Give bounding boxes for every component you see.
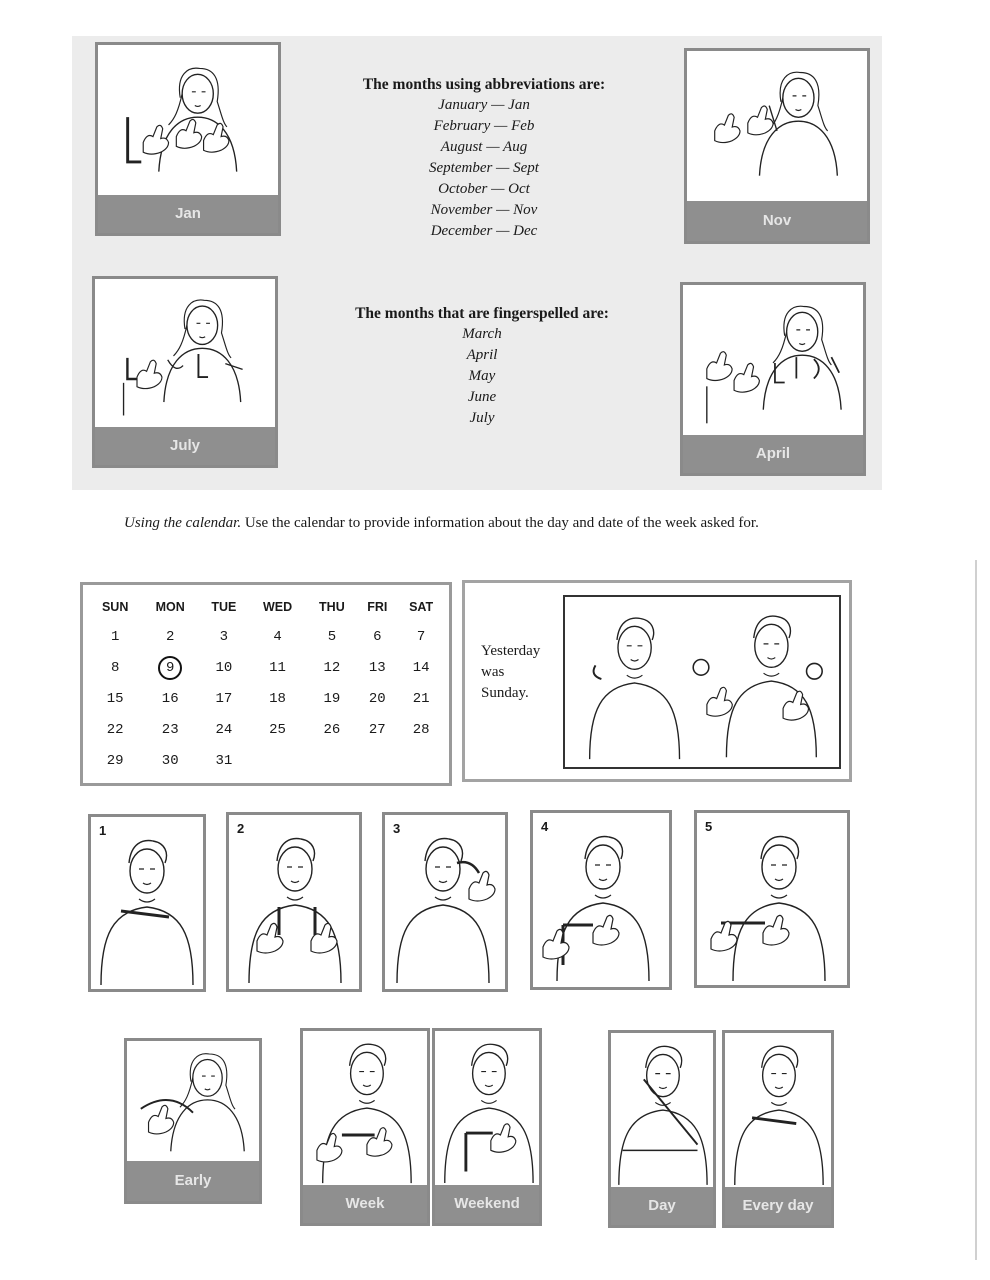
list-item: February — Feb bbox=[433, 118, 535, 134]
sign-step-4 bbox=[530, 810, 672, 990]
calendar-week-row bbox=[89, 745, 445, 776]
card-caption-day: Day bbox=[611, 1187, 713, 1225]
card-caption-weekend: Weekend bbox=[435, 1185, 539, 1223]
list-item: August — Aug bbox=[440, 139, 528, 155]
sign-card-nov bbox=[684, 48, 870, 244]
fingerspelled-months-list bbox=[310, 303, 654, 429]
card-caption-april: April bbox=[683, 435, 863, 473]
list-item: May bbox=[468, 368, 496, 384]
list-item: December — Dec bbox=[430, 223, 538, 239]
sentence-line: Sunday. bbox=[481, 685, 529, 701]
nov-sign-illustration bbox=[691, 55, 863, 201]
fingerspelled-heading: The months that are fingerspelled are: bbox=[355, 305, 609, 322]
calendar-day bbox=[306, 745, 357, 776]
yesterday-sentence bbox=[481, 641, 561, 704]
calendar-day: 17 bbox=[215, 690, 233, 707]
sign-card-july bbox=[92, 276, 278, 468]
step-number: 3 bbox=[393, 821, 401, 836]
sign-card-week bbox=[300, 1028, 430, 1226]
sign-step-1 bbox=[88, 814, 206, 992]
card-caption-early: Early bbox=[127, 1161, 259, 1201]
calendar-day: 14 bbox=[412, 659, 430, 676]
day-sign-illustration bbox=[615, 1037, 709, 1187]
list-item: June bbox=[467, 389, 497, 405]
every-day-sign-illustration bbox=[729, 1037, 827, 1187]
weekend-sign-illustration bbox=[439, 1035, 535, 1185]
calendar-day: 23 bbox=[161, 721, 179, 738]
sign-card-day bbox=[608, 1030, 716, 1228]
weekday-header: SUN bbox=[101, 600, 129, 614]
july-sign-illustration bbox=[99, 283, 271, 427]
calendar-day: 10 bbox=[215, 659, 233, 676]
weekday-header: THU bbox=[319, 600, 345, 614]
weekday-header: FRI bbox=[367, 600, 388, 614]
calendar-day: 6 bbox=[373, 628, 382, 645]
calendar-day-circled bbox=[141, 652, 199, 683]
calendar-day: 13 bbox=[368, 659, 386, 676]
card-caption-jan: Jan bbox=[98, 195, 278, 233]
calendar-day: 31 bbox=[215, 752, 233, 769]
calendar-week-row bbox=[89, 621, 445, 652]
sign-card-every-day bbox=[722, 1030, 834, 1228]
card-caption-week: Week bbox=[303, 1185, 427, 1223]
page-edge-rule bbox=[975, 560, 977, 1260]
calendar-day: 20 bbox=[368, 690, 386, 707]
step-number: 5 bbox=[705, 819, 713, 834]
calendar-day: 11 bbox=[269, 659, 286, 676]
sign-card-weekend bbox=[432, 1028, 542, 1226]
calendar bbox=[80, 582, 452, 786]
calendar-week-row bbox=[89, 714, 445, 745]
card-caption-july: July bbox=[95, 427, 275, 465]
sign-card-april bbox=[680, 282, 866, 476]
calendar-day: 5 bbox=[327, 628, 337, 645]
calendar-day: 8 bbox=[110, 659, 120, 676]
calendar-day: 25 bbox=[269, 721, 286, 738]
abbreviated-months-list bbox=[320, 74, 648, 242]
card-caption-every-day: Every day bbox=[725, 1187, 831, 1225]
sentence-line: Yesterday bbox=[481, 643, 541, 659]
card-caption-nov: Nov bbox=[687, 201, 867, 241]
step-number: 1 bbox=[99, 823, 107, 838]
calendar-day: 21 bbox=[412, 690, 430, 707]
calendar-day: 24 bbox=[215, 721, 233, 738]
weekday-header: MON bbox=[155, 600, 185, 614]
week-sign-illustration bbox=[307, 1035, 423, 1185]
calendar-day: 26 bbox=[323, 721, 341, 738]
sentence-line: was bbox=[481, 664, 505, 680]
calendar-day: 28 bbox=[412, 721, 430, 738]
calendar-day: 3 bbox=[219, 628, 229, 645]
calendar-day: 15 bbox=[106, 690, 124, 707]
yesterday-sunday-illustration bbox=[563, 595, 841, 769]
list-item: March bbox=[462, 326, 502, 342]
sign-step-3 bbox=[382, 812, 508, 992]
sign-card-early bbox=[124, 1038, 262, 1204]
calendar-week-row bbox=[89, 683, 445, 714]
weekday-header: TUE bbox=[211, 600, 237, 614]
calendar-day bbox=[249, 745, 307, 776]
calendar-day: 1 bbox=[110, 628, 120, 645]
jan-sign-illustration bbox=[102, 49, 274, 195]
step-number: 4 bbox=[541, 819, 549, 834]
instructions-text: Use the calendar to provide information about the day and date of the week asked for. bbox=[241, 515, 759, 531]
calendar-header-row bbox=[89, 593, 445, 621]
abbreviations-heading: The months using abbreviations are: bbox=[362, 76, 606, 93]
calendar-day: 4 bbox=[273, 628, 282, 645]
calendar-day: 19 bbox=[323, 690, 341, 707]
sign-card-jan bbox=[95, 42, 281, 236]
calendar-day: 30 bbox=[161, 752, 179, 769]
yesterday-example-panel bbox=[462, 580, 852, 782]
list-item: September — Sept bbox=[429, 160, 539, 176]
weekday-header: WED bbox=[262, 600, 293, 614]
calendar-day: 18 bbox=[269, 690, 286, 707]
calendar-day bbox=[357, 745, 397, 776]
list-item: July bbox=[469, 410, 495, 426]
step-number: 2 bbox=[237, 821, 245, 836]
calendar-day: 7 bbox=[416, 628, 426, 645]
calendar-day: 27 bbox=[368, 721, 386, 738]
calendar-day: 16 bbox=[161, 690, 179, 707]
calendar-instructions bbox=[124, 512, 824, 534]
calendar-grid bbox=[89, 593, 445, 776]
weekday-header: SAT bbox=[409, 600, 434, 614]
calendar-week-row bbox=[89, 652, 445, 683]
list-item: November — Nov bbox=[430, 202, 538, 218]
list-item: January — Jan bbox=[438, 97, 530, 113]
calendar-day: 29 bbox=[106, 752, 124, 769]
calendar-day bbox=[397, 745, 445, 776]
calendar-day: 2 bbox=[166, 628, 175, 645]
circled-date-marker: 9 bbox=[158, 656, 182, 680]
instructions-lead: Using the calendar. bbox=[124, 515, 242, 531]
calendar-day: 12 bbox=[323, 659, 341, 676]
april-sign-illustration bbox=[687, 289, 859, 435]
early-sign-illustration bbox=[131, 1045, 255, 1161]
list-item: October — Oct bbox=[438, 181, 530, 197]
list-item: April bbox=[466, 347, 498, 363]
sign-step-5 bbox=[694, 810, 850, 988]
calendar-day: 22 bbox=[106, 721, 124, 738]
sign-step-2 bbox=[226, 812, 362, 992]
